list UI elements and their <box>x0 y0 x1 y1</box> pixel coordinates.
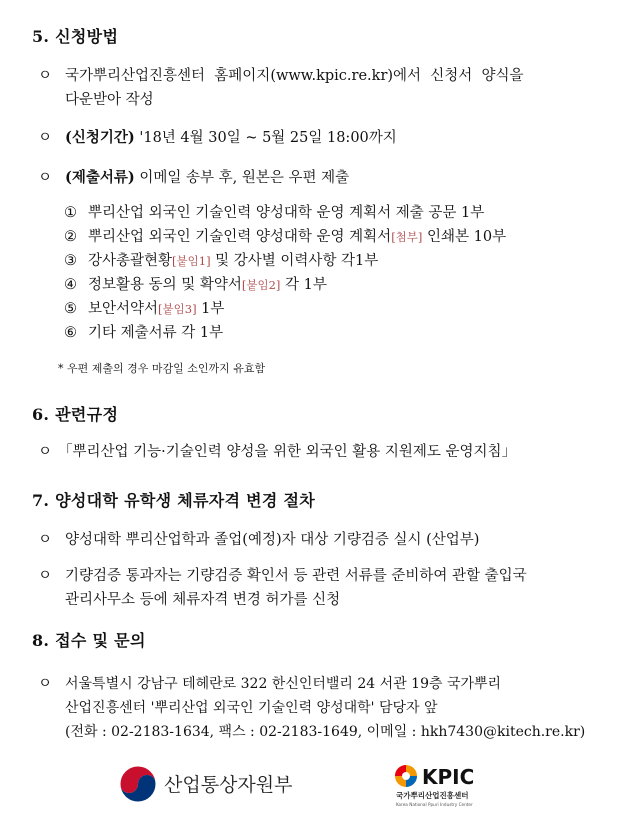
document-item-4: ④ 정보활용 동의 및 확약서[붙임2] 각 1부 <box>64 277 327 293</box>
bullet-mark: ㅇ <box>38 130 53 146</box>
bullet-mark: ㅇ <box>38 568 53 584</box>
document-item-6: ⑥ 기타 제출서류 각 1부 <box>64 325 224 341</box>
ministry-logo <box>118 764 418 804</box>
regulation-text: 「뿌리산업 기능·기술인력 양성을 위한 외국인 활용 지원제도 운영지침」 <box>58 444 517 460</box>
bullet-mark: ㅇ <box>38 676 53 692</box>
bullet-mark: ㅇ <box>38 532 53 548</box>
s6-bullet-regulation <box>38 440 618 464</box>
visa-change-text: 기량검증 통과자는 기량검증 확인서 등 관련 서류를 준비하여 관할 출입국 관리사무소 등에 체류자격 변경 허가를 신청 <box>65 568 527 608</box>
section-6-heading: 6. 관련규정 <box>32 405 119 424</box>
s5-bullet-download-text: 국가뿌리산업진흥센터 홈페이지(www.kpic.re.kr)에서 신청서 양식을 다운받아 작성 <box>65 68 524 108</box>
s7-bullet-visa-change <box>38 564 618 612</box>
footer-logos <box>0 760 640 810</box>
document-item-1: ① 뿌리산업 외국인 기술인력 양성대학 운영 계획서 제출 공문 1부 <box>64 205 485 221</box>
ministry-name: 산업통상자원부 <box>164 774 293 796</box>
section-8-heading: 8. 접수 및 문의 <box>32 631 146 650</box>
bullet-mark: ㅇ <box>38 170 53 186</box>
s8-bullet-contact <box>38 672 618 744</box>
document-item-2: ② 뿌리산업 외국인 기술인력 양성대학 운영 계획서[첨부] 인쇄본 10부 <box>64 229 507 245</box>
kpic-name-en: Korea National Ppuri Industry Center <box>396 802 473 807</box>
documents-text: 이메일 송부 후, 원본은 우편 제출 <box>134 170 350 186</box>
period-text: '18년 4월 30일 ~ 5월 25일 18:00까지 <box>134 130 397 146</box>
documents-tag: (제출서류) <box>65 169 135 186</box>
period-tag: (신청기간) <box>65 129 135 146</box>
bullet-mark: ㅇ <box>38 444 53 460</box>
verification-text: 양성대학 뿌리산업학과 졸업(예정)자 대상 기량검증 실시 (산업부) <box>65 532 480 548</box>
kpic-name-ko: 국가뿌리산업진흥센터 <box>396 791 469 800</box>
kpic-wordmark: KPIC <box>422 765 475 789</box>
bullet-mark: ㅇ <box>38 68 53 84</box>
postal-note: * 우편 제출의 경우 마감일 소인까지 유효함 <box>58 362 266 375</box>
kpic-logo <box>392 760 592 810</box>
section-5-heading: 5. 신청방법 <box>32 27 119 46</box>
contact-text: 서울특별시 강남구 테헤란로 322 한신인터밸리 24 서관 19층 국가뿌리 산업진흥센터 '뿌리산업 외국인 기술인력 양성대학' 담당자 앞 (전화 : 02-2183-1634, 팩스 : 02-2183-1649, 이메일 : hkh7430@kitech.re.kr) <box>65 676 586 740</box>
s5-bullet-documents <box>38 166 618 190</box>
document-item-5: ⑤ 보안서약서[붙임3] 1부 <box>64 301 225 317</box>
section-7-heading: 7. 양성대학 유학생 체류자격 변경 절차 <box>32 491 315 510</box>
document-item-3: ③ 강사총괄현황[붙임1] 및 강사별 이력사항 각1부 <box>64 253 379 269</box>
kpic-globe-icon <box>395 765 417 787</box>
taegeuk-icon <box>120 766 156 802</box>
s5-bullet-period <box>38 126 618 150</box>
s5-bullet-download <box>38 64 618 112</box>
s7-bullet-verification <box>38 528 618 552</box>
